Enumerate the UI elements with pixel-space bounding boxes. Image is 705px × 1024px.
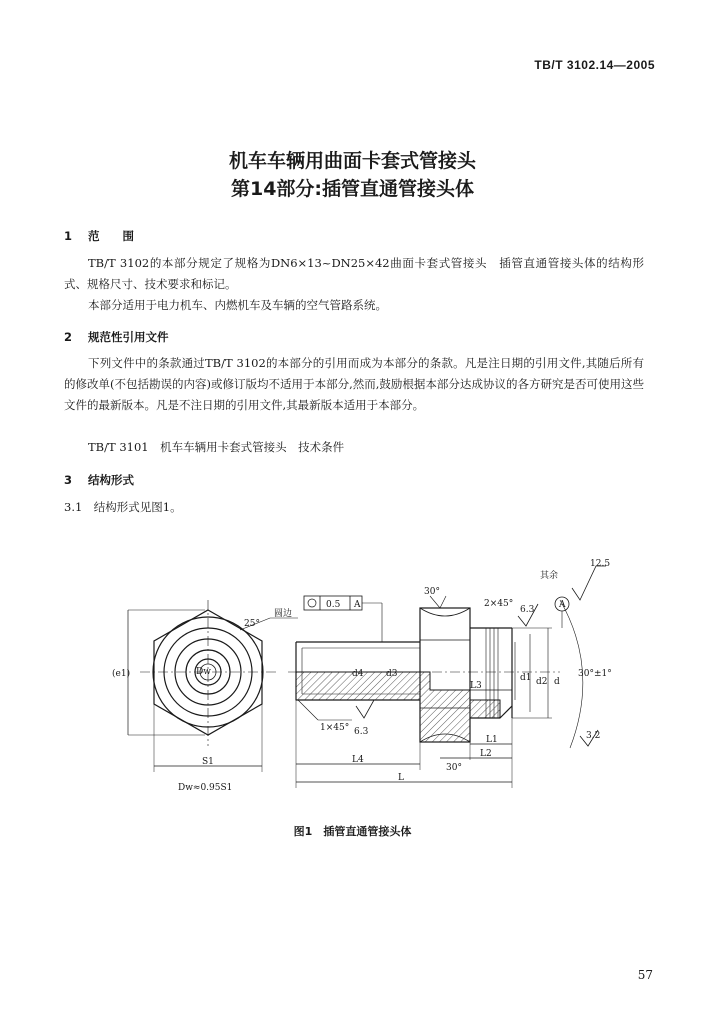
document-title-line1: 机车车辆用曲面卡套式管接头 <box>228 150 476 172</box>
label-angle-25: 25° <box>244 619 260 629</box>
label-roughness-small: 6.3 <box>520 605 535 615</box>
label-angle-circle: 圆边 <box>274 609 293 619</box>
label-roughness-value: 12.5 <box>590 559 611 569</box>
section-title: 规范性引用文件 <box>88 330 169 344</box>
section-title: 结构形式 <box>88 473 135 487</box>
label-roughness-bottom: 6.3 <box>354 727 369 737</box>
label-angle-30-bottom: 30° <box>446 763 462 773</box>
label-l2: L2 <box>480 749 492 759</box>
label-d2: d2 <box>536 677 548 687</box>
label-l3: L3 <box>470 681 482 691</box>
label-s1: S1 <box>202 757 214 767</box>
section-number: 1 <box>64 229 73 243</box>
label-e1: (e1) <box>112 669 131 679</box>
figure-caption: 图1 插管直通管接头体 <box>293 825 412 838</box>
section-1-paragraph-1: TB/T 3102的本部分规定了规格为DN6×13~DN25×42曲面卡套式管接头 插管直通管接头体的结构形式、规格尺寸、技术要求和标记。 <box>64 256 644 291</box>
label-dw: Dw <box>196 667 211 677</box>
label-angle-30-top: 30° <box>424 587 440 597</box>
label-roughness-tip: 3.2 <box>586 731 601 741</box>
document-title-line2: 第14部分:插管直通管接头体 <box>230 178 475 200</box>
page-number: 57 <box>637 968 653 982</box>
standard-code: TB/T 3102.14—2005 <box>534 58 655 72</box>
label-chamfer-bottom: 1×45° <box>320 723 350 733</box>
label-d3: d3 <box>386 669 398 679</box>
label-tolerance-datum: A <box>354 600 361 610</box>
section-number: 2 <box>64 330 73 344</box>
label-l1: L1 <box>486 735 498 745</box>
clause-3-1: 3.1 结构形式见图1。 <box>64 500 182 514</box>
label-l: L <box>398 773 404 783</box>
label-angle-tolerance: 30°±1° <box>578 669 612 679</box>
normative-reference: TB/T 3101 机车车辆用卡套式管接头 技术条件 <box>88 440 345 454</box>
label-tolerance-value: 0.5 <box>326 600 341 610</box>
section-1-paragraph-2: 本部分适用于电力机车、内燃机车及车辆的空气管路系统。 <box>88 298 387 312</box>
label-chamfer-top: 2×45° <box>484 599 514 609</box>
label-datum: A <box>559 600 566 610</box>
label-d4: d4 <box>352 669 364 679</box>
label-d: d <box>554 677 560 687</box>
label-l4: L4 <box>352 755 364 765</box>
label-d1: d1 <box>520 673 532 683</box>
label-roughness-rest: 其余 <box>540 571 559 581</box>
section-title: 范 围 <box>88 229 135 243</box>
section-2-paragraph: 下列文件中的条款通过TB/T 3102的本部分的引用而成为本部分的条款。凡是注日期的引用文件,其随后所有的修改单(不包括勘误的内容)或修订版均不适用于本部分,然而,鼓励根据本部分达成协议的各方研究是否可使用这些文件的最新版本。凡是不注日期的引用文件,其最新版本适用于本部分。 <box>64 356 644 412</box>
label-dw-formula: Dw≈0.95S1 <box>178 783 233 793</box>
section-number: 3 <box>64 473 73 487</box>
